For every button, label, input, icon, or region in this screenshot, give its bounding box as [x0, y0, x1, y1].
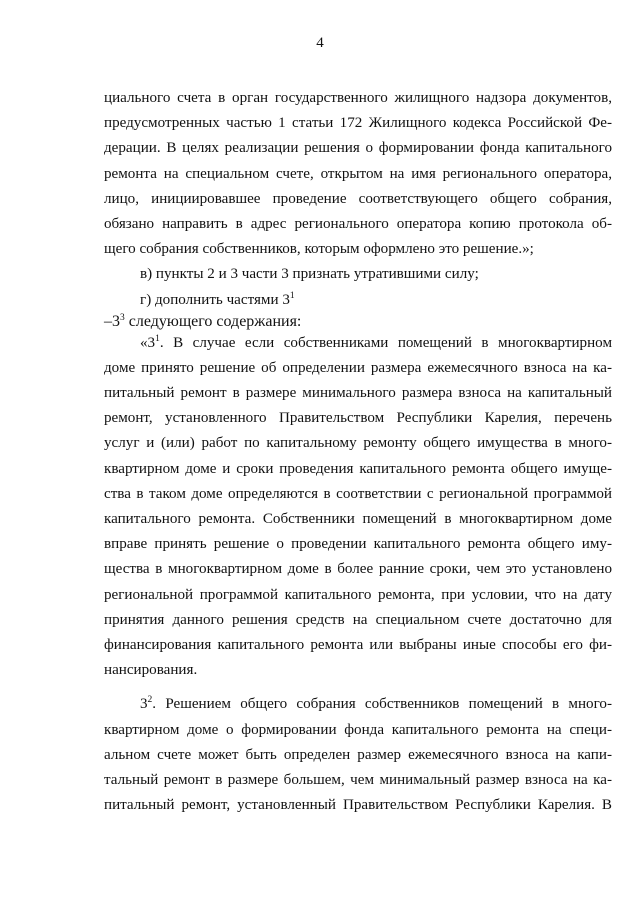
text-line: капитального ремонта. Собственники помещений в многоквартирном доме	[104, 511, 612, 527]
superscript: 2	[147, 695, 153, 706]
text-line: нансирования.	[104, 662, 198, 679]
text-line: дерации. В целях реализации решения о формировании фонда капитального	[104, 140, 612, 157]
text-line: предусмотренных частью 1 статьи 172 Жилищного кодекса Российской Фе-	[104, 115, 612, 132]
list-item-v: в) пункты 2 и 3 части 3 признать утратившими силу;	[140, 266, 479, 283]
text-line: финансирования капитального ремонта или выбраны иные способы его фи-	[104, 636, 612, 653]
text-line: обязано направить в адрес регионального оператора копию протокола об-	[104, 215, 612, 232]
superscript: 3	[120, 312, 125, 323]
document-body	[104, 86, 612, 818]
paragraph-lead: «3	[140, 334, 156, 351]
paragraph-lead: 3	[140, 696, 148, 713]
text-line: квартирном доме о формировании фонда капитального ремонта на специ-	[104, 721, 612, 738]
paragraph-lead-rest: . В случае если собственниками помещений в многоквартирном	[159, 334, 612, 351]
text-line: вправе принять решение о проведении капитального ремонта общего иму-	[104, 536, 612, 553]
page-number: 4	[316, 35, 324, 51]
item-g-text: г) дополнить частями 3	[140, 291, 290, 308]
text-line: щего собрания собственников, которым оформлено это решение.»;	[104, 241, 534, 258]
item-g-after: следующего содержания:	[124, 312, 302, 330]
text-line	[104, 692, 612, 717]
text-line: альном счете может быть определен размер ежемесячного взноса на капи-	[104, 746, 612, 763]
text-line: щества в многоквартирном доме в более ранние сроки, чем это установлено	[104, 561, 612, 578]
item-g-dash: –3	[104, 312, 120, 330]
list-item-g	[104, 288, 612, 313]
text-line: услуг и (или) работ по капитальному ремонту общего имущества в много-	[104, 435, 612, 452]
text-line: региональной программой капитального ремонта, при условии, что на дату	[104, 586, 612, 603]
paragraph-gap	[104, 683, 612, 692]
text-line: питальный ремонт в размере минимального размера взноса на капитальный	[104, 385, 612, 402]
paragraph-3-2	[104, 692, 612, 818]
superscript: 1	[289, 290, 295, 301]
text-line: ства в таком доме определяются в соответствии с региональной программой	[104, 485, 612, 502]
text-line: циального счета в орган государственного жилищного надзора документов,	[104, 90, 612, 106]
text-line	[104, 331, 612, 356]
text-line: принятия данного решения средств на специальном счете достаточно для	[104, 611, 612, 628]
paragraph-3-1	[104, 331, 612, 684]
superscript: 1	[155, 333, 160, 344]
text-line: ремонта на специальном счете, открытом на имя регионального оператора,	[104, 165, 612, 182]
text-line: тальный ремонт в размере большем, чем минимальный размер взноса на ка-	[104, 771, 612, 788]
paragraph-lead-rest: . Решением общего собрания собственников помещений в много-	[152, 696, 612, 713]
text-line: лицо, инициировавшее проведение соответствующего общего собрания,	[104, 190, 612, 207]
text-line: доме принято решение об определении размера ежемесячного взноса на ка-	[104, 359, 612, 376]
text-line: питальный ремонт, установленный Правительством Республики Карелия. В	[104, 797, 612, 814]
paragraph-continuation	[104, 86, 612, 262]
text-line: квартирном доме и сроки проведения капитального ремонта общего имуще-	[104, 460, 612, 477]
text-line: ремонт, установленного Правительством Республики Карелия, перечень	[104, 410, 612, 427]
